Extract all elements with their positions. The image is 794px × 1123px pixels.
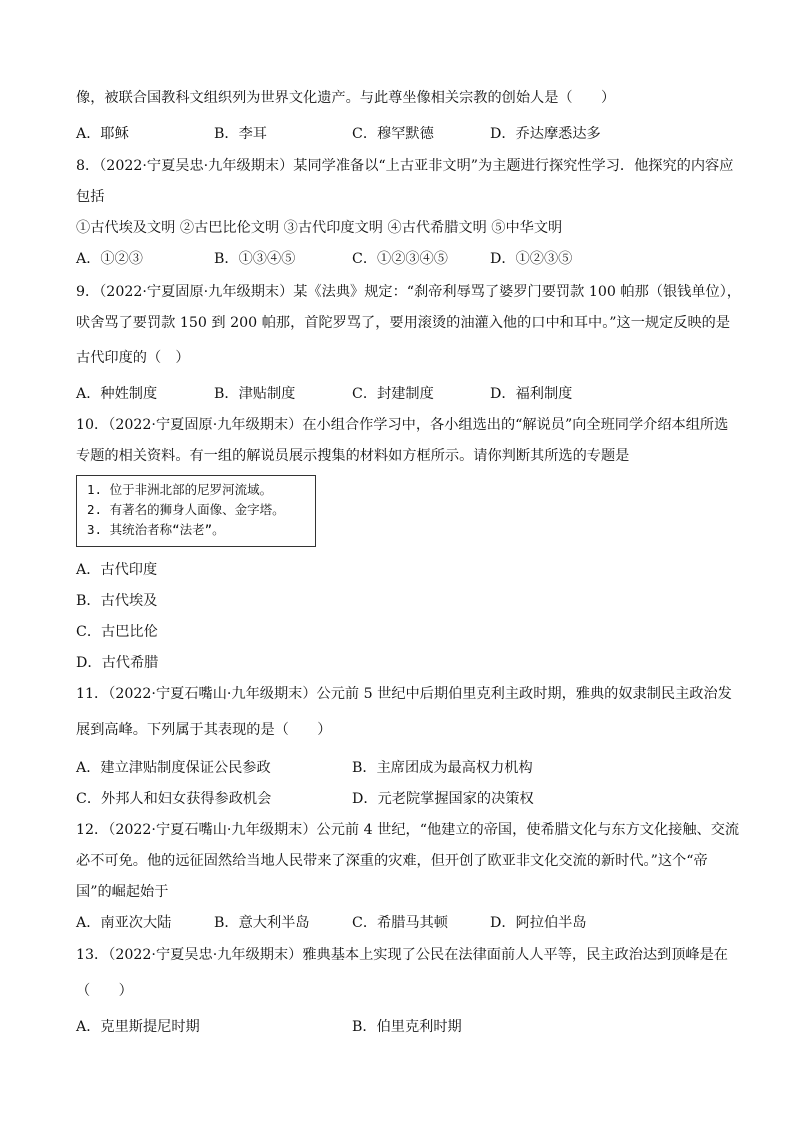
- q8-stem-line2: 包括: [76, 189, 105, 205]
- q8-option-c: C．①②③④⑤: [352, 251, 448, 267]
- q10-stem-line1: 10．（2022·宁夏固原·九年级期末）在小组合作学习中，各小组选出的“解说员”向全班同学介绍本组所选: [76, 417, 729, 433]
- q9-stem-line1: 9．（2022·宁夏固原·九年级期末）某《法典》规定：“刹帝利辱骂了婆罗门要罚款 100 帕那（银钱单位），: [76, 284, 741, 300]
- q9-stem-line2: 吠舍骂了要罚款 150 到 200 帕那，首陀罗骂了，要用滚烫的油灌入他的口中和耳中。”这一规定反映的是: [76, 315, 731, 331]
- q8-option-a: A．①②③: [76, 251, 143, 267]
- q10-option-a: A．古代印度: [76, 562, 158, 578]
- q13-option-b: B．伯里克利时期: [352, 1019, 462, 1035]
- q11-stem-line1: 11．（2022·宁夏石嘴山·九年级期末）公元前 5 世纪中后期伯里克利主政时期，雅典的奴隶制民主政治发: [76, 686, 732, 702]
- q10-stem-line2: 专题的相关资料。有一组的解说员展示搜集的材料如方框所示。请你判断其所选的专题是: [76, 448, 630, 464]
- q10-option-b: B．古代埃及: [76, 593, 158, 609]
- q11-option-a: A．建立津贴制度保证公民参政: [76, 760, 271, 776]
- q10-box-line1: 1. 位于非洲北部的尼罗河流域。: [87, 482, 273, 497]
- q9-stem-line3: 古代印度的（ ）: [76, 350, 190, 366]
- q12-option-d: D．阿拉伯半岛: [490, 915, 587, 931]
- q11-option-d: D．元老院掌握国家的决策权: [352, 791, 534, 807]
- q10-material-box: [76, 475, 316, 547]
- q12-stem-line3: 国”的崛起始于: [76, 884, 169, 900]
- q13-stem-line1: 13．（2022·宁夏吴忠·九年级期末）雅典基本上实现了公民在法律面前人人平等，民主政治达到顶峰是在: [76, 947, 728, 963]
- q7-option-a: A．耶稣: [76, 126, 129, 142]
- q9-option-a: A．种姓制度: [76, 386, 158, 402]
- q12-option-b: B．意大利半岛: [214, 915, 310, 931]
- q11-option-c: C．外邦人和妇女获得参政机会: [76, 791, 272, 807]
- q7-option-c: C．穆罕默德: [352, 126, 434, 142]
- q7-option-d: D．乔达摩悉达多: [490, 126, 601, 142]
- q8-items: ①古代埃及文明 ②古巴比伦文明 ③古代印度文明 ④古代希腊文明 ⑤中华文明: [76, 220, 563, 236]
- q9-option-b: B．津贴制度: [214, 386, 296, 402]
- q10-option-d: D．古代希腊: [76, 655, 159, 671]
- q13-stem-line2: （ ）: [76, 983, 133, 999]
- q12-stem-line1: 12．（2022·宁夏石嘴山·九年级期末）公元前 4 世纪，“他建立的帝国，使希腊文化与东方文化接触、交流: [76, 822, 740, 838]
- q8-option-b: B．①③④⑤: [214, 251, 296, 267]
- q11-option-b: B．主席团成为最高权力机构: [352, 760, 533, 776]
- q7-option-b: B．李耳: [214, 126, 267, 142]
- q8-option-d: D．①②③⑤: [490, 251, 573, 267]
- q10-box-line3: 3. 其统治者称“法老”。: [87, 522, 225, 537]
- q10-box-line2: 2. 有著名的狮身人面像、金字塔。: [87, 502, 285, 517]
- q12-option-a: A．南亚次大陆: [76, 915, 172, 931]
- q13-option-a: A．克里斯提尼时期: [76, 1019, 200, 1035]
- q12-option-c: C．希腊马其顿: [352, 915, 448, 931]
- q8-stem-line1: 8．（2022·宁夏吴忠·九年级期末）某同学准备以“上古亚非文明”为主题进行探究性学习．他探究的内容应: [76, 158, 734, 174]
- q7-continuation: 像，被联合国教科文组织列为世界文化遗产。与此尊坐像相关宗教的创始人是（ ）: [76, 90, 616, 106]
- q11-stem-line2: 展到高峰。下列属于其表现的是（ ）: [76, 722, 332, 738]
- q10-option-c: C．古巴比伦: [76, 624, 158, 640]
- q9-option-c: C．封建制度: [352, 386, 434, 402]
- q9-option-d: D．福利制度: [490, 386, 573, 402]
- q12-stem-line2: 必不可免。他的远征固然给当地人民带来了深重的灾难，但开创了欧亚非文化交流的新时代。”这个“帝: [76, 853, 708, 869]
